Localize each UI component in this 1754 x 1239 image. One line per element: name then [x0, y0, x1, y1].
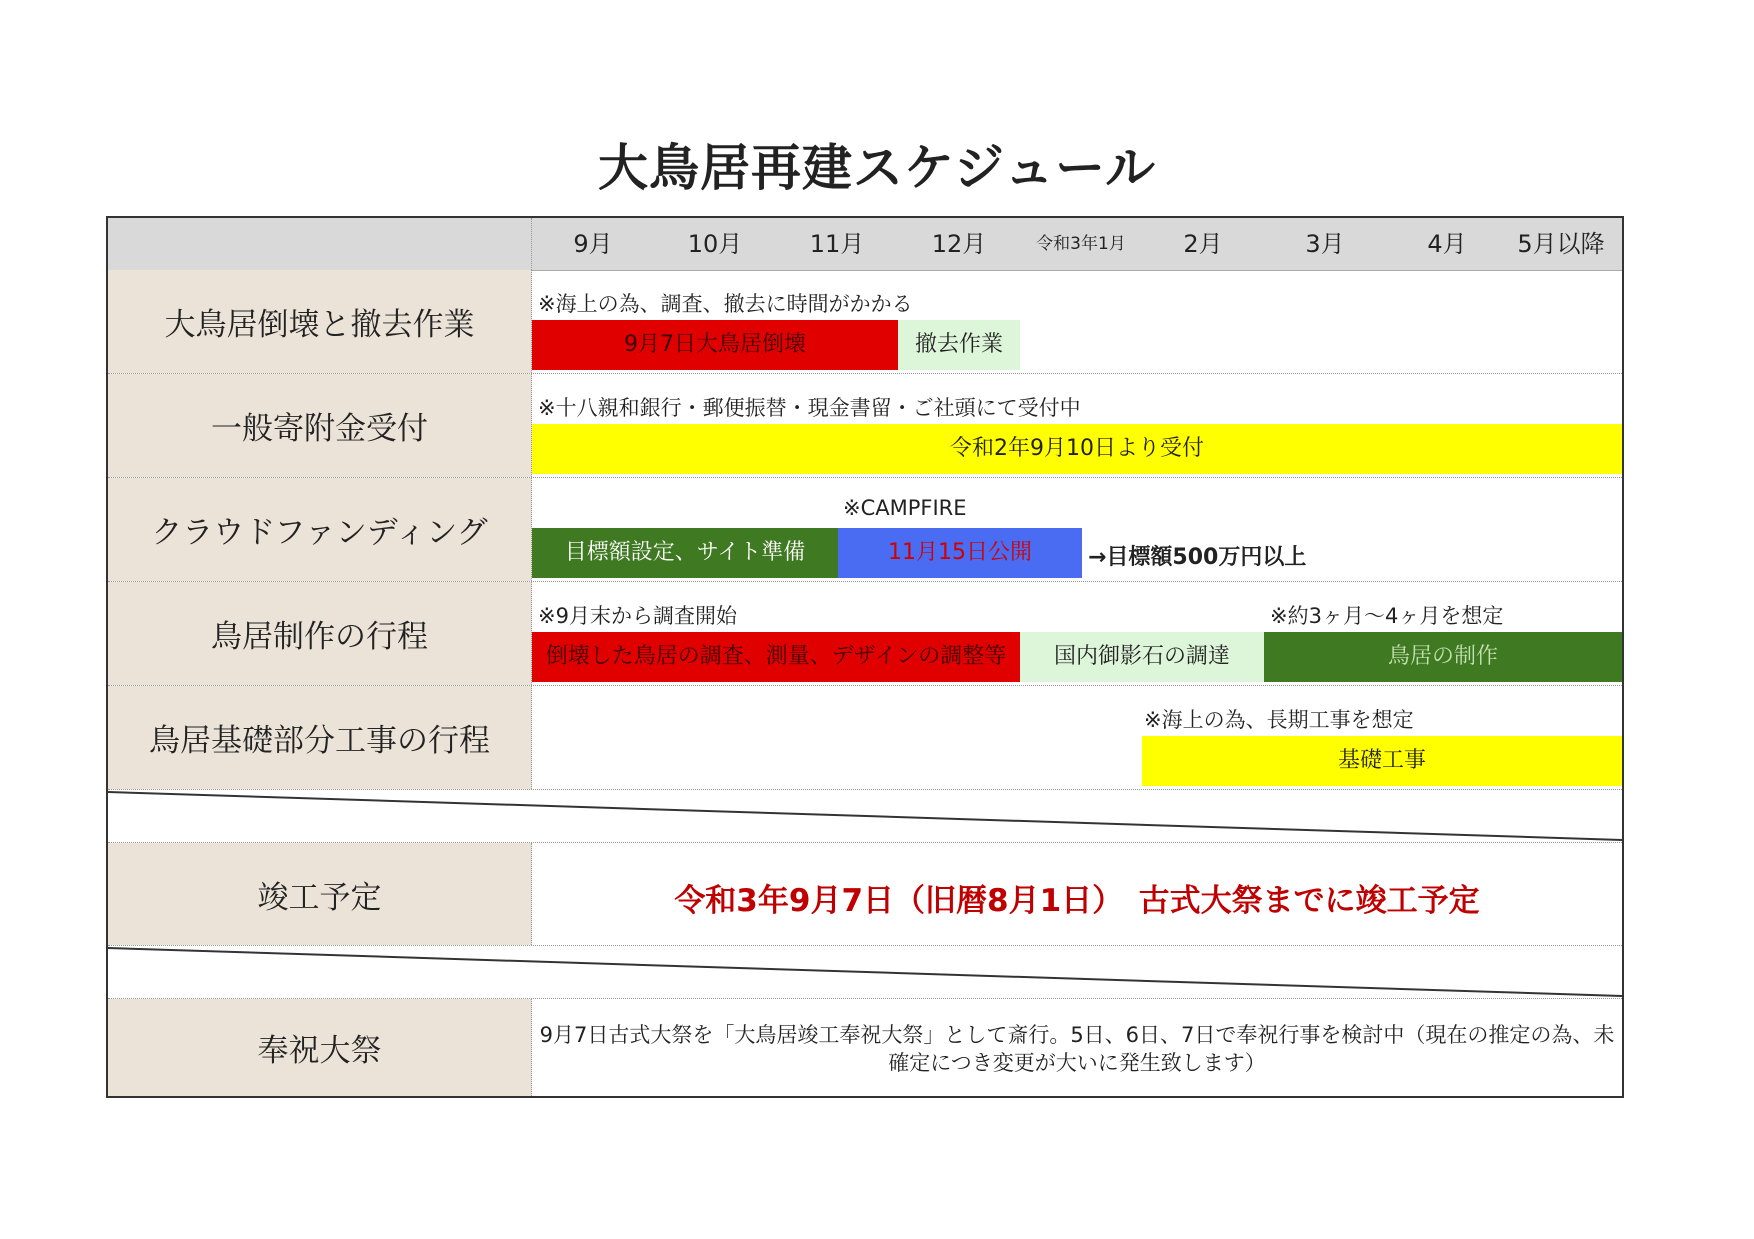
row-torii — [108, 582, 1622, 686]
bar-donation: 令和2年9月10日より受付 — [532, 424, 1622, 474]
bar-survey: 倒壊した鳥居の調査、測量、デザインの調整等 — [532, 632, 1020, 682]
bar-collapse: 9月7日大鳥居倒壊 — [532, 320, 898, 370]
bar-foundation: 基礎工事 — [1142, 736, 1622, 786]
schedule-table — [106, 216, 1624, 1098]
row-label-foundation: 鳥居基礎部分工事の行程 — [108, 686, 532, 789]
row-label-donation: 一般寄附金受付 — [108, 374, 532, 477]
header-corner — [108, 218, 532, 270]
note-foundation: ※海上の為、長期工事を想定 — [1144, 708, 1414, 732]
month-oct: 10月 — [687, 230, 743, 258]
month-jan: 令和3年1月 — [1036, 234, 1126, 254]
row-collapse — [108, 270, 1622, 374]
completion-date: 令和3年9月7日（旧暦8月1日） 古式大祭までに竣工予定 — [674, 883, 1480, 919]
month-apr: 4月 — [1427, 230, 1467, 258]
note-survey-start: ※9月末から調査開始 — [538, 604, 737, 628]
month-nov: 11月 — [809, 230, 865, 258]
bar-launch: 11月15日公開 — [838, 528, 1082, 578]
month-header — [108, 218, 1622, 271]
festival-description: 9月7日古式大祭を「大鳥居竣工奉祝大祭」として斎行。5日、6日、7日で奉祝行事を検討中（現在の推定の為、未確定につき変更が大いに発生致します） — [539, 1023, 1615, 1075]
timeline-break-1 — [108, 790, 1622, 842]
row-label-festival: 奉祝大祭 — [108, 999, 532, 1096]
timeline-break-2 — [108, 946, 1622, 998]
row-completion — [108, 842, 1622, 946]
bar-torii-production: 鳥居の制作 — [1264, 632, 1622, 682]
bar-site-prep: 目標額設定、サイト準備 — [532, 528, 838, 578]
note-campfire: ※CAMPFIRE — [843, 496, 967, 520]
row-donation — [108, 374, 1622, 478]
row-foundation — [108, 686, 1622, 790]
goal-amount: →目標額500万円以上 — [1088, 545, 1307, 570]
month-sep: 9月 — [573, 230, 613, 258]
row-label-completion: 竣工予定 — [108, 843, 532, 945]
month-mar: 3月 — [1305, 230, 1345, 258]
break-line-1 — [108, 790, 1622, 842]
bar-removal: 撤去作業 — [898, 320, 1020, 370]
month-may-onward: 5月以降 — [1517, 230, 1605, 258]
row-festival — [108, 998, 1622, 1096]
page-title: 大鳥居再建スケジュール — [598, 139, 1156, 197]
break-line-2 — [108, 946, 1622, 998]
note-collapse: ※海上の為、調査、撤去に時間がかかる — [538, 292, 913, 316]
row-crowdfunding — [108, 478, 1622, 582]
note-donation: ※十八親和銀行・郵便振替・現金書留・ご社頭にて受付中 — [538, 396, 1081, 420]
note-duration: ※約3ヶ月～4ヶ月を想定 — [1270, 604, 1504, 628]
row-label-crowdfunding: クラウドファンディング — [108, 478, 532, 581]
row-label-collapse: 大鳥居倒壊と撤去作業 — [108, 270, 532, 373]
month-dec: 12月 — [931, 230, 987, 258]
month-feb: 2月 — [1183, 230, 1223, 258]
bar-granite: 国内御影石の調達 — [1020, 632, 1264, 682]
row-label-torii: 鳥居制作の行程 — [108, 582, 532, 685]
